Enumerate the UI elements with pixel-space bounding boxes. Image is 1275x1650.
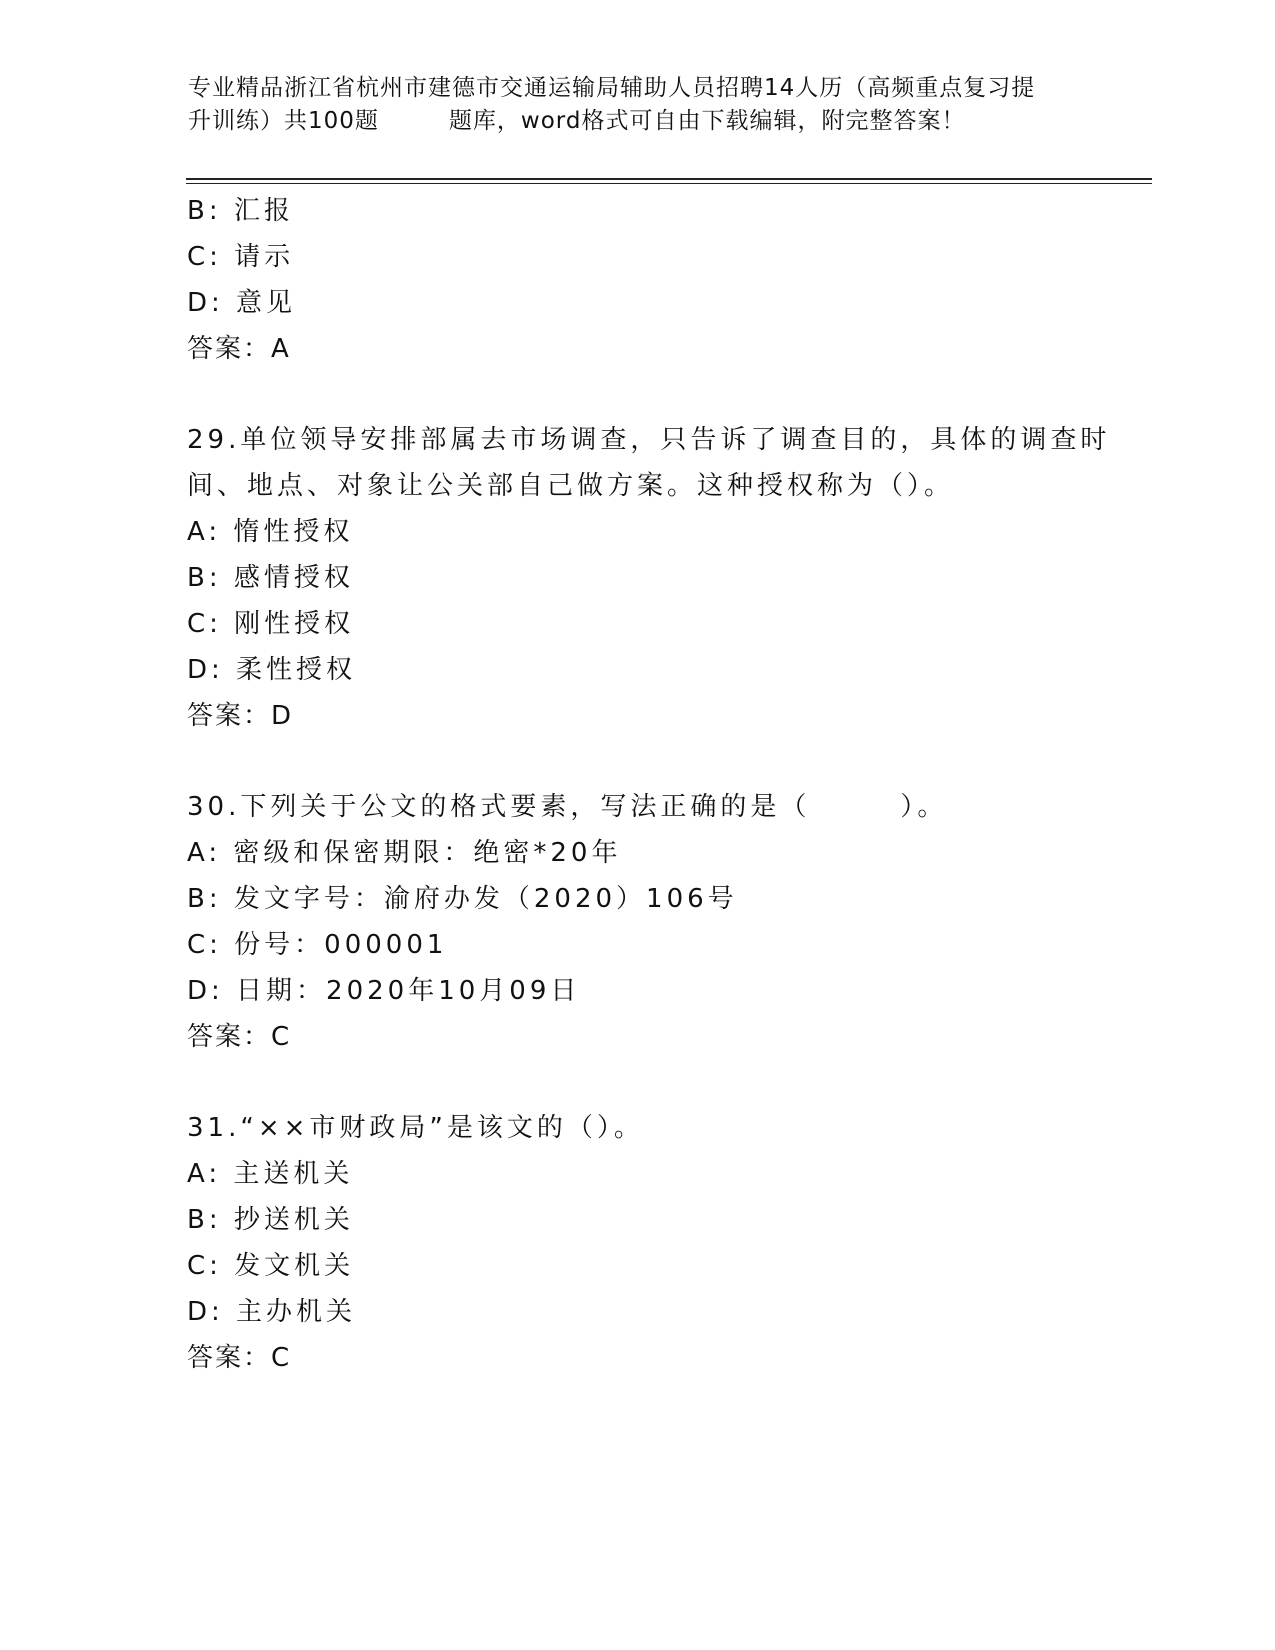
option-b: B: 汇报 — [187, 196, 294, 226]
option-c: C: 发文机关 — [187, 1251, 355, 1281]
answer: 答案：A — [187, 334, 291, 364]
document-body — [187, 188, 1111, 1381]
question-stem-line-2: 间、地点、对象让公关部自己做方案。这种授权称为（）。 — [187, 471, 955, 501]
option-b: B: 发文字号：渝府办发（2020）106号 — [187, 884, 738, 914]
header-rule-thin — [186, 183, 1152, 184]
header-line-1: 专业精品浙江省杭州市建德市交通运输局辅助人员招聘14人历（高频重点复习提 — [188, 75, 1036, 101]
question-stem-line-1: 29.单位领导安排部属去市场调查，只告诉了调查目的，具体的调查时 — [187, 425, 1111, 455]
option-b: B: 感情授权 — [187, 563, 354, 593]
option-a: A: 密级和保密期限：绝密*20年 — [187, 838, 622, 868]
option-a: A: 主送机关 — [187, 1159, 354, 1189]
option-c: C: 请示 — [187, 242, 295, 272]
option-d: D: 日期：2020年10月09日 — [187, 976, 581, 1006]
question-30 — [187, 784, 1087, 1060]
question-stem: 31.“××市财政局”是该文的（）。 — [187, 1113, 644, 1143]
option-d: D: 柔性授权 — [187, 655, 357, 685]
header-line-2a: 升训练）共100题 — [188, 108, 379, 134]
question-stem-b: ）。 — [900, 792, 948, 822]
header-line-2 — [188, 105, 1088, 138]
answer: 答案：C — [187, 1343, 292, 1373]
answer: 答案：C — [187, 1022, 292, 1052]
question-29 — [187, 417, 1111, 739]
header-line-2b: 题库，word格式可自由下载编辑，附完整答案！ — [448, 108, 966, 134]
option-d: D: 意见 — [187, 288, 297, 318]
option-a: A: 惰性授权 — [187, 517, 354, 547]
question-continued — [187, 188, 1087, 372]
question-31 — [187, 1105, 1087, 1381]
option-c: C: 刚性授权 — [187, 609, 355, 639]
option-d: D: 主办机关 — [187, 1297, 357, 1327]
question-stem — [187, 784, 1087, 830]
option-c: C: 份号：000001 — [187, 930, 448, 960]
question-stem-a: 30.下列关于公文的格式要素，写法正确的是（ — [187, 792, 811, 822]
answer: 答案：D — [187, 701, 294, 731]
option-b: B: 抄送机关 — [187, 1205, 354, 1235]
document-header — [188, 72, 1088, 138]
header-rule-thick — [186, 178, 1152, 180]
